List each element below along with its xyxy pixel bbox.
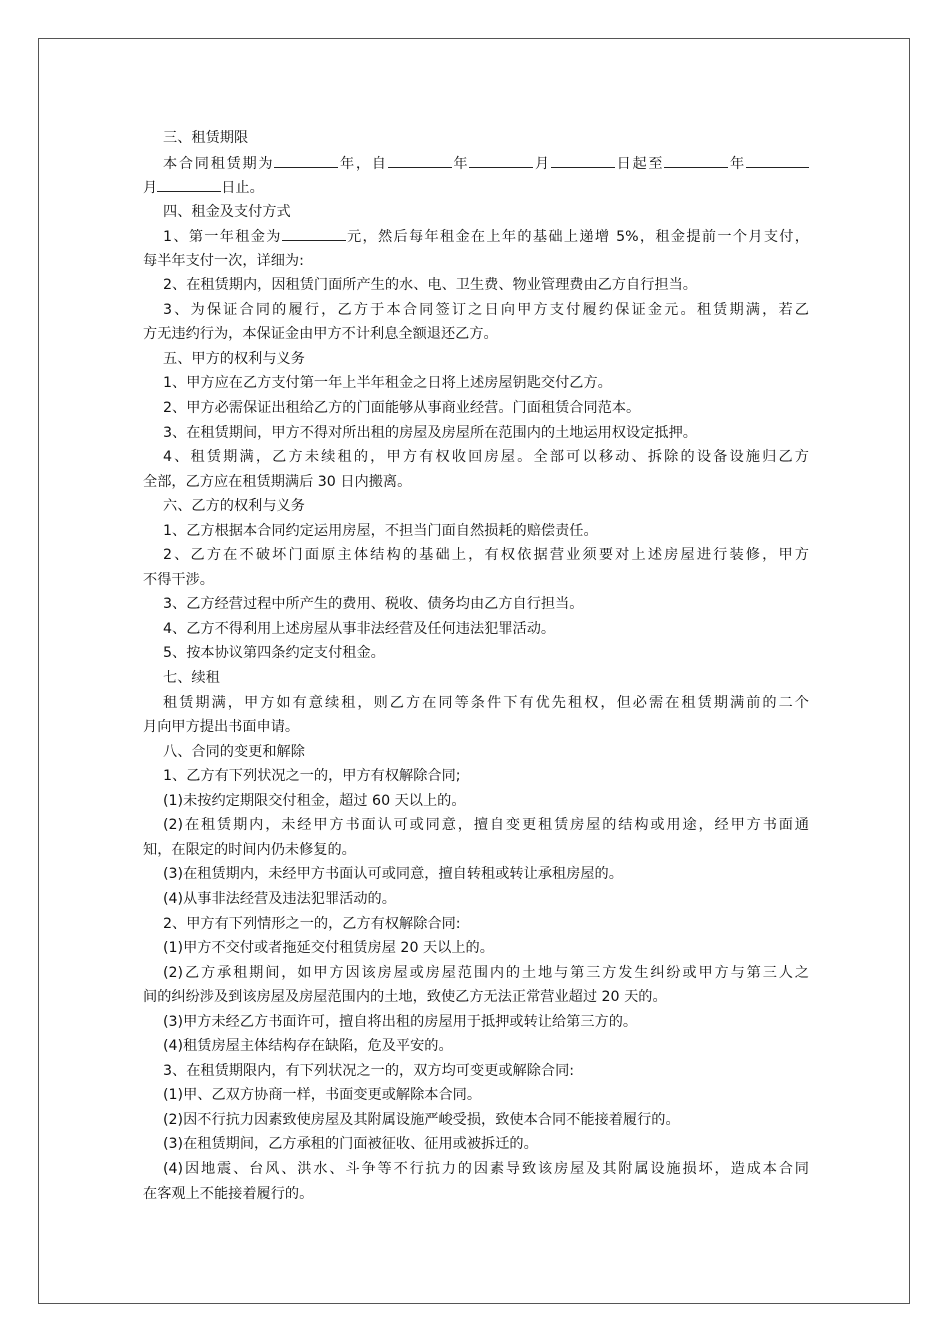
lease-period-text-6: 年 [728, 155, 746, 172]
rent-item-2: 2、在租赁期内，因租赁门面所产生的水、电、卫生费、物业管理费由乙方自行担当。 [163, 277, 697, 294]
blank-start-year [388, 151, 452, 168]
lease-period-text-2: 年，自 [338, 155, 388, 172]
termination-c-3: (3)在租赁期间，乙方承租的门面被征收、征用或被拆迁的。 [163, 1136, 538, 1153]
party-b-item-2-line-2: 不得干涉。 [143, 571, 214, 588]
party-b-item-5: 5、按本协议第四条约定支付租金。 [163, 645, 385, 662]
rent-item-1-line-2: 每半年支付一次，详细为: [143, 252, 304, 269]
lease-period-line-2 [143, 175, 809, 200]
termination-b-1: (1)甲方不交付或者拖延交付租赁房屋 20 天以上的。 [163, 940, 494, 957]
party-b-item-1: 1、乙方根据本合同约定运用房屋，不担当门面自然损耗的赔偿责任。 [163, 522, 598, 539]
lease-period-text-8: 日止。 [221, 180, 264, 197]
party-a-item-1: 1、甲方应在乙方支付第一年上半年租金之日将上述房屋钥匙交付乙方。 [163, 375, 612, 392]
lease-period-text-5: 日起至 [614, 155, 665, 172]
section-8-heading: 八、合同的变更和解除 [163, 743, 305, 760]
section-7-heading: 七、续租 [163, 670, 220, 687]
termination-c-4-line-1: (4)因地震、台风、洪水、斗争等不行抗力的因素导致该房屋及其附属设施损坏，造成本合同 [163, 1160, 809, 1177]
termination-c-title: 3、在租赁期限内，有下列状况之一的，双方均可变更或解除合同: [163, 1062, 575, 1079]
blank-end-day [157, 175, 221, 192]
party-a-item-2: 2、甲方必需保证出租给乙方的门面能够从事商业经营。门面租赁合同范本。 [163, 400, 641, 417]
termination-b-4: (4)租赁房屋主体结构存在缺陷，危及平安的。 [163, 1038, 453, 1055]
blank-first-year-rent [282, 224, 346, 241]
termination-c-2: (2)因不行抗力因素致使房屋及其附属设施严峻受损，致使本合同不能接着履行的。 [163, 1111, 680, 1128]
contract-body [143, 126, 809, 1206]
rent-item-3-line-2: 方无违约行为，本保证金由甲方不计利息全额退还乙方。 [143, 326, 498, 343]
termination-b-title: 2、甲方有下列情形之一的，乙方有权解除合同: [163, 915, 461, 932]
party-a-item-4-line-2: 全部，乙方应在租赁期满后 30 日内搬离。 [143, 473, 412, 490]
blank-lease-years [274, 151, 338, 168]
termination-a-2-line-2: 知，在限定的时间内仍未修复的。 [143, 841, 356, 858]
party-a-item-3: 3、在租赁期间，甲方不得对所出租的房屋及房屋所在范围内的土地运用权设定抵押。 [163, 424, 697, 441]
termination-a-title: 1、乙方有下列状况之一的，甲方有权解除合同; [163, 768, 461, 785]
termination-a-4: (4)从事非法经营及违法犯罪活动的。 [163, 890, 396, 907]
rent-item-1-text-b: 元，然后每年租金在上年的基础上递增 5%，租金提前一个月支付， [345, 229, 809, 246]
blank-end-month-part [746, 151, 809, 168]
lease-period-text-1: 本合同租赁期为 [163, 155, 275, 172]
blank-start-month [469, 151, 533, 168]
section-6-heading: 六、乙方的权利与义务 [163, 498, 305, 515]
renewal-line-1: 租赁期满，甲方如有意续租，则乙方在同等条件下有优先租权，但必需在租赁期满前的二个 [163, 694, 809, 711]
renewal-line-2: 月向甲方提出书面申请。 [143, 719, 300, 736]
rent-item-1-text-a: 1、第一年租金为 [163, 229, 282, 246]
lease-period-text-4: 月 [533, 155, 551, 172]
termination-a-1: (1)未按约定期限交付租金，超过 60 天以上的。 [163, 792, 466, 809]
rent-item-1-line-1 [143, 224, 809, 249]
termination-b-2-line-1: (2)乙方承租期间，如甲方因该房屋或房屋范围内的土地与第三方发生纠纷或甲方与第三人之 [163, 964, 809, 981]
lease-period-text-3: 年 [451, 155, 470, 172]
lease-period-text-7: 月 [143, 180, 158, 197]
section-5-heading: 五、甲方的权利与义务 [163, 350, 305, 367]
rent-item-3-line-1: 3、为保证合同的履行，乙方于本合同签订之日向甲方支付履约保证金元。租赁期满，若乙 [163, 301, 809, 318]
blank-start-day [551, 151, 615, 168]
termination-b-3: (3)甲方未经乙方书面许可，擅自将出租的房屋用于抵押或转让给第三方的。 [163, 1013, 638, 1030]
lease-period-line [143, 151, 809, 176]
termination-b-2-line-2: 间的纠纷涉及到该房屋及房屋范围内的土地，致使乙方无法正常营业超过 20 天的。 [143, 989, 667, 1006]
termination-c-4-line-2: 在客观上不能接着履行的。 [143, 1185, 314, 1202]
party-b-item-2-line-1: 2、乙方在不破坏门面原主体结构的基础上，有权依据营业须要对上述房屋进行装修，甲方 [163, 547, 809, 564]
party-a-item-4-line-1: 4、租赁期满，乙方未续租的，甲方有权收回房屋。全部可以移动、拆除的设备设施归乙方 [163, 449, 809, 466]
blank-end-year [664, 151, 728, 168]
termination-a-2-line-1: (2)在租赁期内，未经甲方书面认可或同意，擅自变更租赁房屋的结构或用途，经甲方书面通 [163, 817, 809, 834]
termination-a-3: (3)在租赁期内，未经甲方书面认可或同意，擅自转租或转让承租房屋的。 [163, 866, 623, 883]
party-b-item-4: 4、乙方不得利用上述房屋从事非法经营及任何违法犯罪活动。 [163, 620, 556, 637]
termination-c-1: (1)甲、乙双方协商一样，书面变更或解除本合同。 [163, 1087, 482, 1104]
section-3-heading: 三、租赁期限 [163, 130, 249, 146]
section-4-heading: 四、租金及支付方式 [163, 203, 291, 220]
party-b-item-3: 3、乙方经营过程中所产生的费用、税收、债务均由乙方自行担当。 [163, 596, 584, 613]
